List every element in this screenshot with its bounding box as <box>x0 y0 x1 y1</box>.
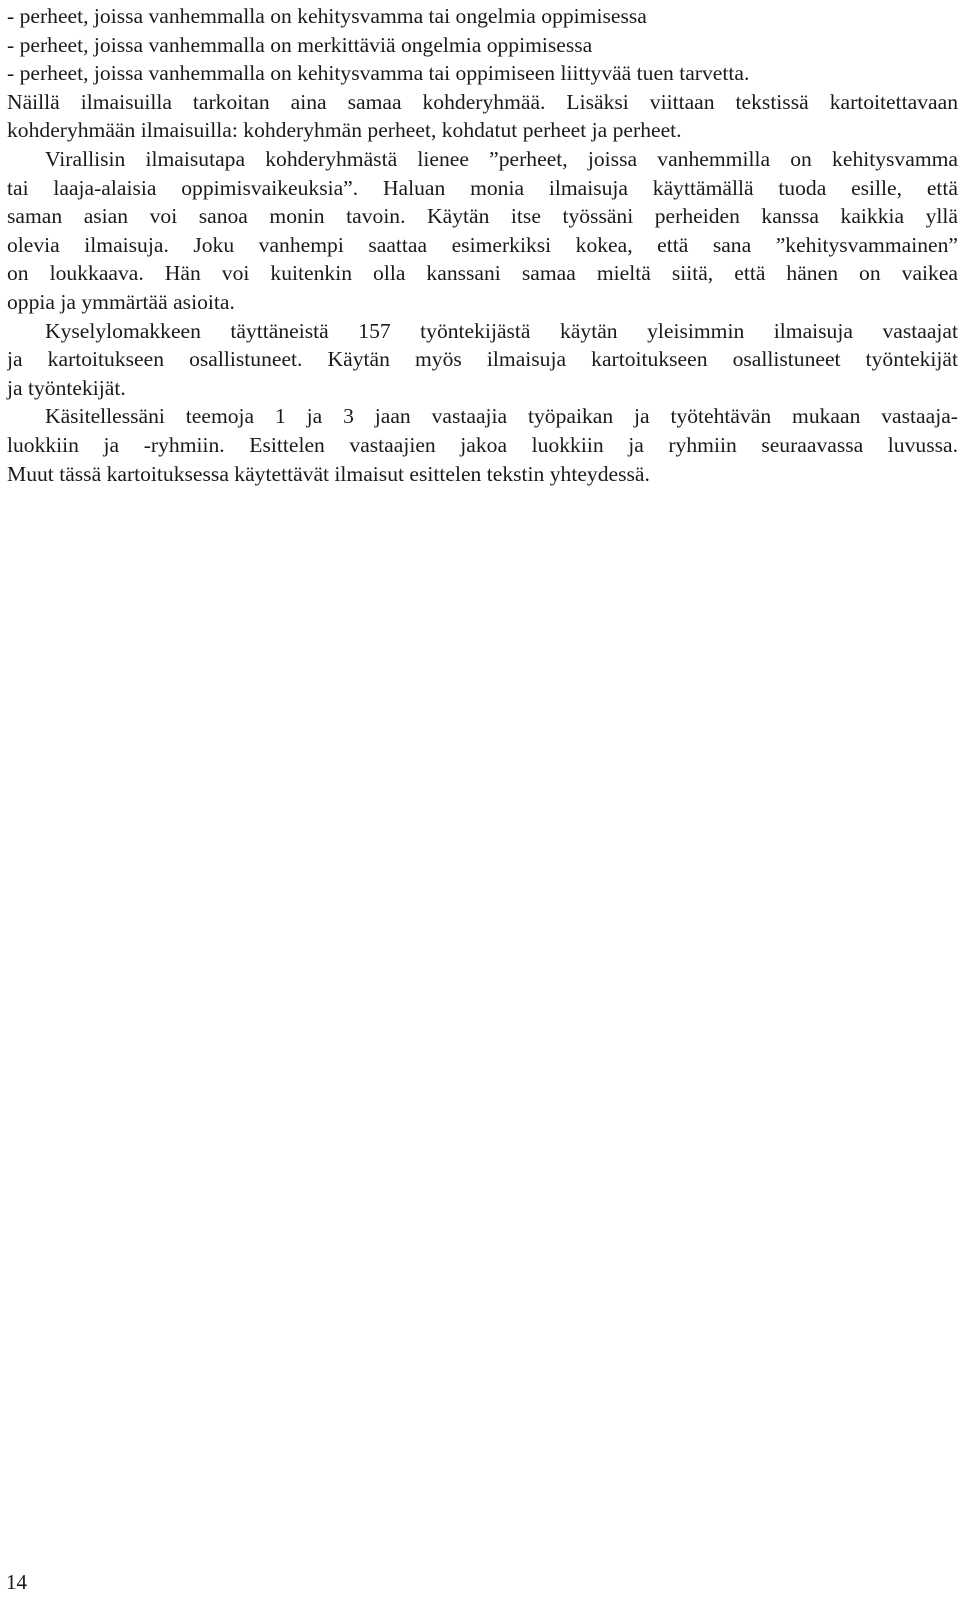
paragraph-line: kohderyhmään ilmaisuilla: kohderyhmän perheet, kohdatut perheet ja perheet. <box>7 118 682 143</box>
paragraph-line: ja työntekijät. <box>7 375 126 400</box>
paragraph-line: Näillä ilmaisuilla tarkoitan aina samaa kohderyhmää. Lisäksi viittaan tekstissä kartoitettavaan <box>7 89 958 114</box>
body-text <box>7 2 958 488</box>
paragraph-line: on loukkaava. Hän voi kuitenkin olla kanssani samaa mieltä siitä, että hänen on vaikea <box>7 261 958 286</box>
paragraph-line: Kyselylomakkeen täyttäneistä 157 työntekijästä käytän yleisimmin ilmaisuja vastaajat <box>45 318 958 343</box>
paragraph-line: oppia ja ymmärtää asioita. <box>7 289 235 314</box>
paragraph-line: Käsitellessäni teemoja 1 ja 3 jaan vastaajia työpaikan ja työtehtävän mukaan vastaaja- <box>45 404 958 429</box>
page-number: 14 <box>6 1570 27 1594</box>
list-item: - perheet, joissa vanhemmalla on kehitysvamma tai ongelmia oppimisessa <box>7 4 647 28</box>
paragraph-line: luokkiin ja -ryhmiin. Esittelen vastaajien jakoa luokkiin ja ryhmiin seuraavassa luvussa. <box>7 432 958 457</box>
list-item: - perheet, joissa vanhemmalla on merkittäviä ongelmia oppimisessa <box>7 32 593 57</box>
paragraph-line: olevia ilmaisuja. Joku vanhempi saattaa esimerkiksi kokea, että sana ”kehitysvammainen” <box>7 232 958 257</box>
paragraph-line: ja kartoitukseen osallistuneet. Käytän myös ilmaisuja kartoitukseen osallistuneet työntekijät <box>7 347 958 372</box>
paragraph-line: tai laaja-alaisia oppimisvaikeuksia”. Haluan monia ilmaisuja käyttämällä tuoda esille, että <box>7 175 958 200</box>
paragraph-line: saman asian voi sanoa monin tavoin. Käytän itse työssäni perheiden kanssa kaikkia yllä <box>7 204 958 229</box>
paragraph-line: Virallisin ilmaisutapa kohderyhmästä lienee ”perheet, joissa vanhemmilla on kehitysvamma <box>45 146 958 171</box>
paragraph-line: Muut tässä kartoituksessa käytettävät ilmaisut esittelen tekstin yhteydessä. <box>7 461 650 486</box>
list-item: - perheet, joissa vanhemmalla on kehitysvamma tai oppimiseen liittyvää tuen tarvetta. <box>7 61 750 86</box>
